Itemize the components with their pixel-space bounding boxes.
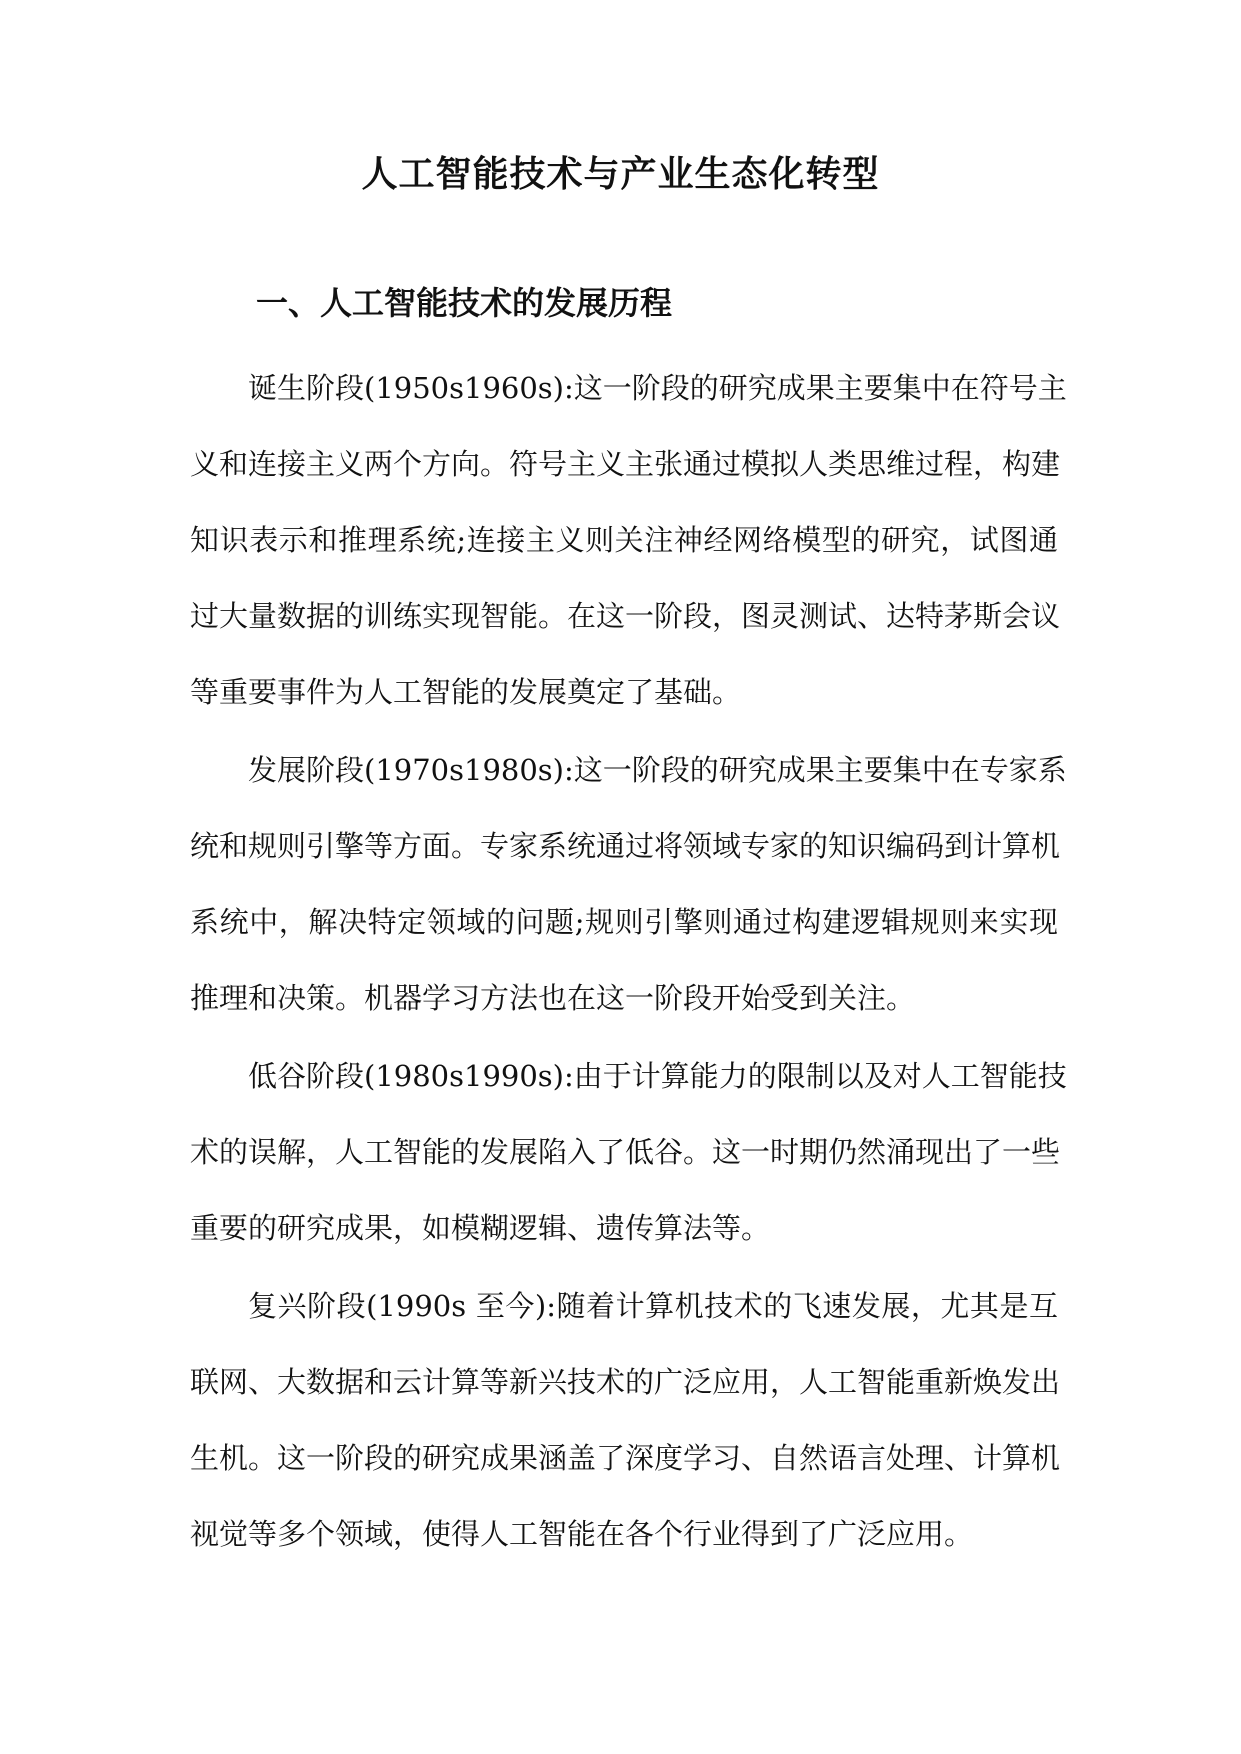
paragraph-line: 推理和决策。机器学习方法也在这一阶段开始受到关注。 (190, 981, 916, 1015)
paragraph-line: 重要的研究成果，如模糊逻辑、遗传算法等。 (190, 1211, 771, 1245)
paragraph-line: 发展阶段(1970s1980s):这一阶段的研究成果主要集中在专家系 (248, 753, 1067, 787)
paragraph-revival-stage (190, 1268, 1061, 1572)
paragraph-line: 义和连接主义两个方向。符号主义主张通过模拟人类思维过程，构建 (190, 447, 1061, 481)
paragraph-trough-stage (190, 1038, 1067, 1266)
document-title: 人工智能技术与产业生态化转型 (361, 154, 880, 195)
paragraph-line: 术的误解，人工智能的发展陷入了低谷。这一时期仍然涌现出了一些 (190, 1135, 1061, 1169)
paragraph-line: 知识表示和推理系统;连接主义则关注神经网络模型的研究，试图通 (190, 523, 1058, 557)
paragraph-line: 视觉等多个领域，使得人工智能在各个行业得到了广泛应用。 (190, 1517, 974, 1551)
section-heading: 一、人工智能技术的发展历程 (256, 284, 673, 322)
paragraph-line: 统和规则引擎等方面。专家系统通过将领域专家的知识编码到计算机 (190, 829, 1061, 863)
paragraph-line: 等重要事件为人工智能的发展奠定了基础。 (190, 675, 742, 709)
paragraph-development-stage (190, 732, 1067, 1036)
paragraph-line: 低谷阶段(1980s1990s):由于计算能力的限制以及对人工智能技 (248, 1059, 1067, 1093)
paragraph-line: 联网、大数据和云计算等新兴技术的广泛应用，人工智能重新焕发出 (190, 1365, 1061, 1399)
paragraph-line: 生机。这一阶段的研究成果涵盖了深度学习、自然语言处理、计算机 (190, 1441, 1061, 1475)
paragraph-birth-stage (190, 350, 1067, 730)
paragraph-line: 过大量数据的训练实现智能。在这一阶段，图灵测试、达特茅斯会议 (190, 599, 1061, 633)
paragraph-line: 诞生阶段(1950s1960s):这一阶段的研究成果主要集中在符号主 (248, 371, 1067, 405)
paragraph-line: 复兴阶段(1990s 至今):随着计算机技术的飞速发展，尤其是互 (248, 1289, 1058, 1323)
paragraph-line: 系统中，解决特定领域的问题;规则引擎则通过构建逻辑规则来实现 (190, 905, 1058, 939)
